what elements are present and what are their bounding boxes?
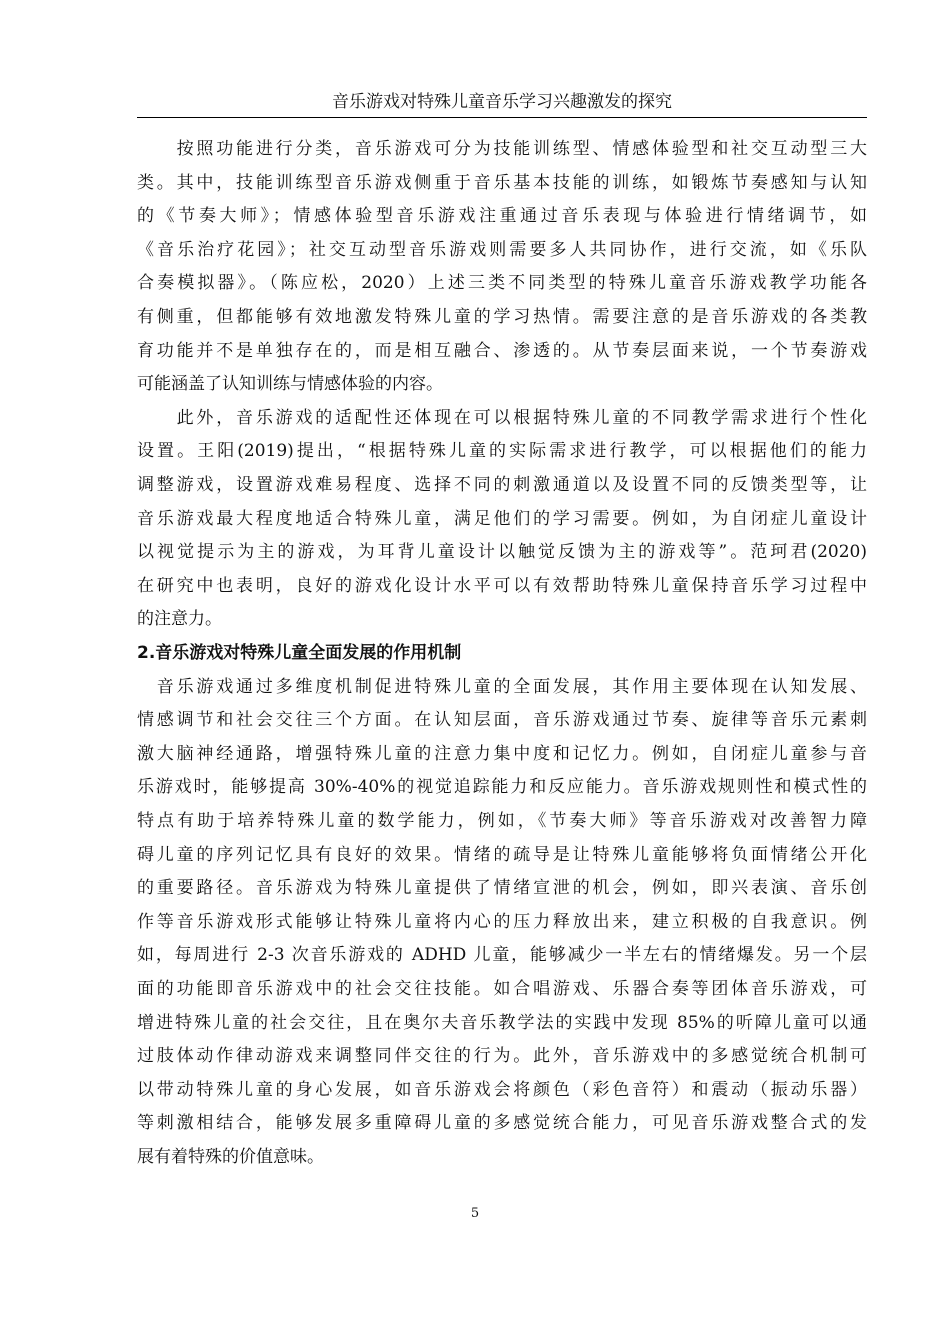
paragraph-3-line: 等刺激相结合，能够发展多重障碍儿童的多感觉统合能力，可见音乐游戏整合式的发 (137, 1113, 867, 1133)
paragraph-2-line: 音乐游戏最大程度地适合特殊儿童，满足他们的学习需要。例如，为自闭症儿童设计 (137, 509, 867, 529)
paragraph-3-line: 的重要路径。音乐游戏为特殊儿童提供了情绪宣泄的机会，例如，即兴表演、音乐创 (137, 878, 867, 898)
paragraph-1-line: 有侧重，但都能够有效地激发特殊儿童的学习热情。需要注意的是音乐游戏的各类教 (137, 307, 867, 327)
section-heading: 2.音乐游戏对特殊儿童全面发展的作用机制 (137, 643, 462, 663)
paragraph-2-line: 调整游戏，设置游戏难易程度、选择不同的刺激通道以及设置不同的反馈类型等，让 (137, 475, 867, 495)
paragraph-3-line: 面的功能即音乐游戏中的社会交往技能。如合唱游戏、乐器合奏等团体音乐游戏，可 (137, 979, 867, 999)
paragraph-1-line: 可能涵盖了认知训练与情感体验的内容。 (137, 374, 443, 394)
page-number: 5 (470, 1206, 480, 1221)
paragraph-3-line: 激大脑神经通路，增强特殊儿童的注意力集中度和记忆力。例如，自闭症儿童参与音 (137, 744, 867, 764)
paragraph-1-line: 按照功能进行分类，音乐游戏可分为技能训练型、情感体验型和社交互动型三大 (137, 139, 867, 159)
paragraph-2-line: 以视觉提示为主的游戏，为耳背儿童设计以触觉反馈为主的游戏等”。范珂君(2020) (137, 542, 867, 562)
running-header: 音乐游戏对特殊儿童音乐学习兴趣激发的探究 (332, 92, 672, 112)
paragraph-3-line: 作等音乐游戏形式能够让特殊儿童将内心的压力释放出来，建立积极的自我意识。例 (137, 912, 867, 932)
paragraph-2-line: 在研究中也表明，良好的游戏化设计水平可以有效帮助特殊儿童保持音乐学习过程中 (137, 576, 867, 596)
paragraph-1-line: 《音乐治疗花园》；社交互动型音乐游戏则需要多人共同协作，进行交流，如《乐队 (137, 240, 867, 260)
paragraph-3-line: 以带动特殊儿童的身心发展，如音乐游戏会将颜色（彩色音符）和震动（振动乐器） (137, 1080, 867, 1100)
paragraph-3-line: 乐游戏时，能够提高 30%-40%的视觉追踪能力和反应能力。音乐游戏规则性和模式性的 (137, 777, 867, 797)
paragraph-2-line: 设置。王阳(2019)提出，“根据特殊儿童的实际需求进行教学，可以根据他们的能力 (137, 441, 867, 461)
paragraph-3-line: 情感调节和社会交往三个方面。在认知层面，音乐游戏通过节奏、旋律等音乐元素刺 (137, 710, 867, 730)
paragraph-3-line: 增进特殊儿童的社会交往，且在奥尔夫音乐教学法的实践中发现 85%的听障儿童可以通 (137, 1013, 867, 1033)
paragraph-1-line: 的《节奏大师》；情感体验型音乐游戏注重通过音乐表现与体验进行情绪调节，如 (137, 206, 867, 226)
header-rule (137, 117, 867, 118)
paragraph-1-line: 育功能并不是单独存在的，而是相互融合、渗透的。从节奏层面来说，一个节奏游戏 (137, 341, 867, 361)
paragraph-3-line: 如，每周进行 2-3 次音乐游戏的 ADHD 儿童，能够减少一半左右的情绪爆发。另一个层 (137, 945, 867, 965)
paragraph-1-line: 合奏模拟器》。（陈应松，2020）上述三类不同类型的特殊儿童音乐游戏教学功能各 (137, 273, 867, 293)
paragraph-3-line: 过肢体动作律动游戏来调整同伴交往的行为。此外，音乐游戏中的多感觉统合机制可 (137, 1046, 867, 1066)
paragraph-1-line: 类。其中，技能训练型音乐游戏侧重于音乐基本技能的训练，如锻炼节奏感知与认知 (137, 173, 867, 193)
paragraph-3-line: 展有着特殊的价值意味。 (137, 1147, 324, 1167)
paragraph-3-line: 碍儿童的序列记忆具有良好的效果。情绪的疏导是让特殊儿童能够将负面情绪公开化 (137, 845, 867, 865)
paragraph-3-line: 特点有助于培养特殊儿童的数学能力，例如，《节奏大师》等音乐游戏对改善智力障 (137, 811, 867, 831)
paragraph-2-line: 此外，音乐游戏的适配性还体现在可以根据特殊儿童的不同教学需求进行个性化 (137, 408, 867, 428)
paragraph-2-line: 的注意力。 (137, 609, 222, 629)
paragraph-3-line: 音乐游戏通过多维度机制促进特殊儿童的全面发展，其作用主要体现在认知发展、 (137, 677, 867, 697)
